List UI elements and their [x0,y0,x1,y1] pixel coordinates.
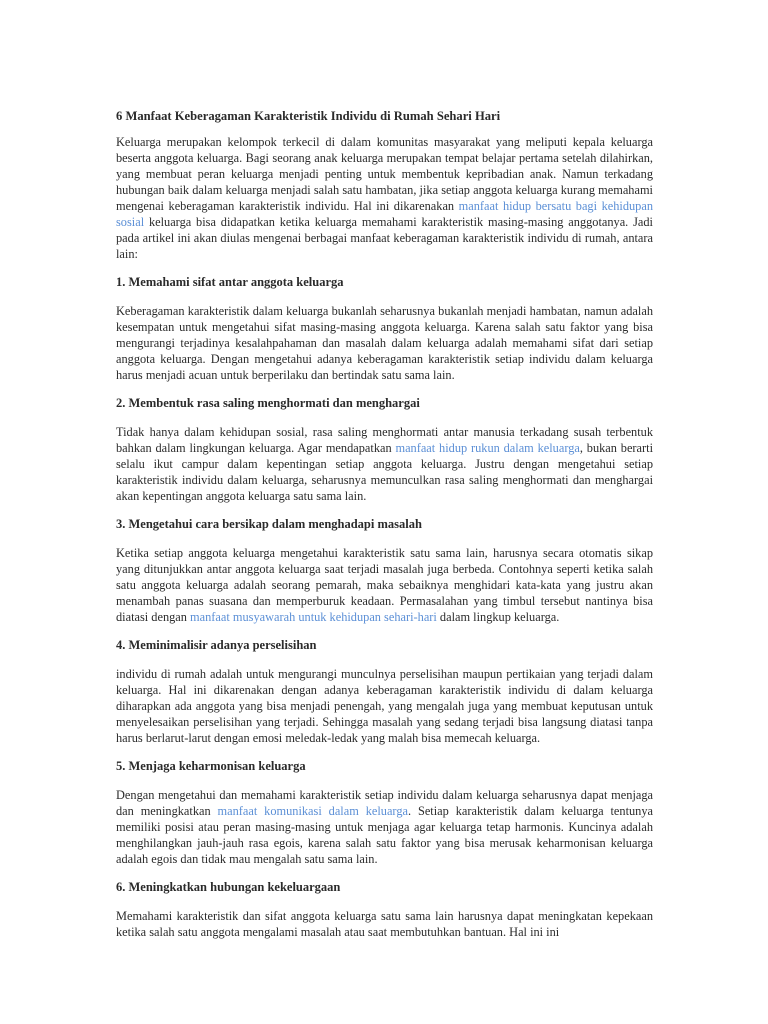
intro-text-a: Keluarga merupakan kelompok terkecil di dalam komunitas masyarakat yang meliputi kepala keluarga beserta anggota keluarga. Bagi seorang anak keluarga merupakan tempat belajar pertama setelah dilahirkan, yang membuat peran keluarga menjadi penting untuk membentuk kepribadian anak. Namun terkadang hubungan baik dalam keluarga menjadi salah satu hambatan, jika setiap anggota keluarga kurang memahami mengenai keberagaman karakteristik individu. Hal ini dikarenakan [116,135,653,213]
section-6-heading: 6. Meningkatkan hubungan kekeluargaan [116,880,341,894]
intro-paragraph [116,134,653,262]
section-5-paragraph [116,787,653,867]
section-3-text-b: dalam lingkup keluarga. [436,610,560,624]
document-page [116,108,653,940]
page-title: 6 Manfaat Keberagaman Karakteristik Individu di Rumah Sehari Hari [116,109,501,123]
section-2-text-b: , bukan berarti selalu ikut campur dalam kepentingan setiap anggota keluarga. Justru dengan mengetahui setiap karakteristik individu dalam keluarga, seharusnya memunculkan rasa saling menghormati dan menghargai akan kepentingan anggota keluarga satu sama lain. [116,441,653,503]
section-2-paragraph [116,424,653,504]
section-1-heading: 1. Memahami sifat antar anggota keluarga [116,275,344,289]
link-manfaat-komunikasi[interactable]: manfaat komunikasi dalam keluarga [217,804,408,818]
section-6-paragraph: Memahami karakteristik dan sifat anggota keluarga satu sama lain harusnya dapat meningkatan kepekaan ketika salah satu anggota mengalami masalah atau saat membutuhkan bantuan. Hal ini ini [116,909,653,939]
section-5-text-a: Dengan mengetahui dan memahami karakteristik setiap individu dalam keluarga seharusnya dapat menjaga dan meningkatkan [116,788,653,818]
section-4-heading: 4. Meminimalisir adanya perselisihan [116,638,317,652]
section-2-text-a: Tidak hanya dalam kehidupan sosial, rasa saling menghormati antar manusia terkadang susah terbentuk bahkan dalam lingkungan keluarga. Agar mendapatkan [116,425,653,455]
section-5-heading: 5. Menjaga keharmonisan keluarga [116,759,306,773]
link-manfaat-musyawarah[interactable]: manfaat musyawarah untuk kehidupan sehari-hari [190,610,437,624]
section-5-text-b: . Setiap karakteristik dalam keluarga tentunya memiliki posisi atau peran masing-masing untuk menjaga agar keluarga tetap harmonis. Kuncinya adalah menghilangkan jauh-jauh rasa egois, karena salah satu faktor yang bisa merusak keharmonisan keluarga adalah egois dan tidak mau mengalah satu sama lain. [116,804,653,866]
link-manfaat-hidup-bersatu[interactable]: manfaat hidup bersatu bagi kehidupan sosial [116,199,653,229]
section-1-paragraph: Keberagaman karakteristik dalam keluarga bukanlah seharusnya bukanlah menjadi hambatan, namun adalah kesempatan untuk mengetahui sifat masing-masing anggota keluarga. Karena salah satu faktor yang bisa mengurangi terjadinya kesalahpahaman dan masalah dalam keluarga adalah memahami sifat dari setiap anggota keluarga. Dengan mengetahui adanya keberagaman karakteristik setiap individu dalam keluarga harus menjadi acuan untuk berperilaku dan bertindak satu sama lain. [116,304,653,382]
section-3-text-a: Ketika setiap anggota keluarga mengetahui karakteristik satu sama lain, harusnya secara otomatis sikap yang ditunjukkan antar anggota keluarga saat terjadi masalah juga berbeda. Contohnya seperti ketika salah satu anggota keluarga adalah seorang pemarah, maka sebaiknya menghidari kata-kata yang justru akan menambah panas suasana dan memperburuk keadaan. Permasalahan yang timbul tersebut nantinya bisa diatasi dengan [116,546,653,624]
section-3-paragraph [116,545,653,625]
intro-text-b: keluarga bisa didapatkan ketika keluarga memahami karakteristik masing-masing anggotanya. Jadi pada artikel ini akan diulas mengenai berbagai manfaat keberagaman karakteristik individu di rumah, antara lain: [116,215,653,261]
section-2-heading: 2. Membentuk rasa saling menghormati dan menghargai [116,396,420,410]
section-3-heading: 3. Mengetahui cara bersikap dalam menghadapi masalah [116,517,422,531]
section-4-paragraph: individu di rumah adalah untuk mengurangi munculnya perselisihan maupun pertikaian yang terjadi dalam keluarga. Hal ini dikarenakan dengan adanya keberagaman karakteristik individu di dalam keluarga diharapkan ada anggota yang bisa menjadi penengah, yang mengalah juga yang membuat keputusan untuk menyelesaikan perselisihan yang terjadi. Sehingga masalah yang sedang terjadi bisa langsung diatasi tanpa harus berlarut-larut dengan emosi meledak-ledak yang malah bisa memecah keluarga. [116,667,653,745]
link-manfaat-hidup-rukun[interactable]: manfaat hidup rukun dalam keluarga [395,441,580,455]
